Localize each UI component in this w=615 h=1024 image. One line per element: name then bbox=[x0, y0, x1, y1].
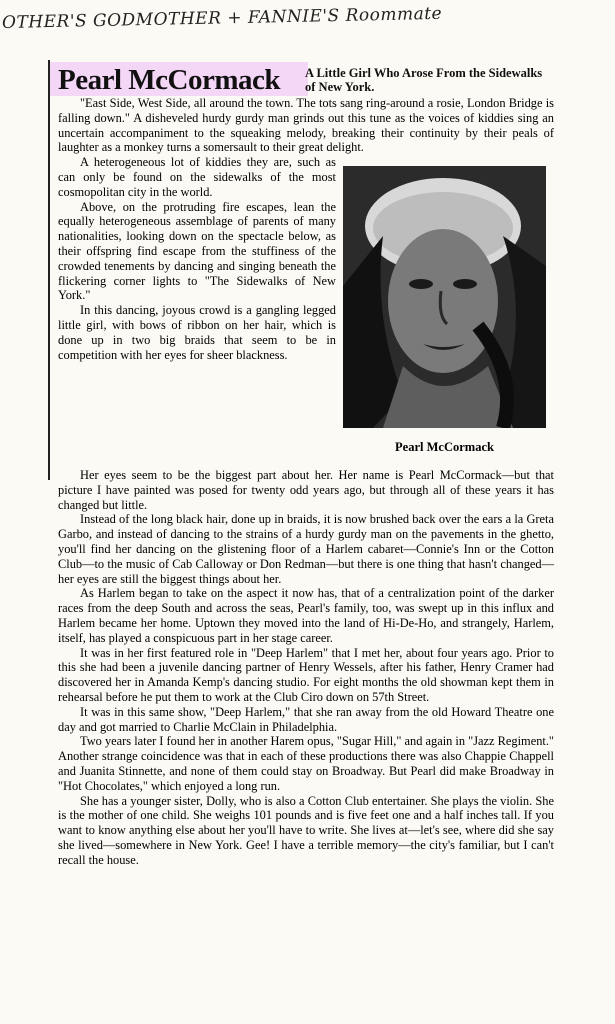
paragraph: It was in this same show, "Deep Harlem," that she ran away from the old Howard Theatre one day and got married to Charlie McClain in Philadelphia. bbox=[58, 704, 554, 734]
column-rule bbox=[48, 60, 50, 480]
paragraph: It was in her first featured role in "Deep Harlem" that I met her, about four years ago. Prior to this she had been a juvenile dancing partner of Henry Wessels, after his father, Henry Cramer had discovered her in Amanda Kemp's dancing studio. For eight months the old showman kept them in rehearsal before he put them to work at the Club Ciro down on 57th Street. bbox=[58, 645, 554, 704]
article-body-wide bbox=[58, 468, 554, 868]
paragraph: Two years later I found her in another Harem opus, "Sugar Hill," and again in "Jazz Regiment." Another strange coincidence was that in each of these productions there was also Chappie Chappell and Juanita Stinnette, and none of them could stay on Broadway. But Pearl did make Broadway in "Hot Chocolates," which enjoyed a long run. bbox=[58, 734, 554, 793]
paragraph: She has a younger sister, Dolly, who is also a Cotton Club entertainer. She plays the violin. She is the mother of one child. She weighs 101 pounds and is five feet one and a half inches tall. If you want to know anything else about her you'll have to write. She lives at—let's see, where did she say she lived—somewhere in New York. Gee! I have a terrible memory—the city's familiar, but I can't recall the house. bbox=[58, 793, 554, 867]
paragraph: "East Side, West Side, all around the town. The tots sang ring-around a rosie, London Bridge is falling down." A disheveled hurdy gurdy man grinds out this tune as the voices of kiddies sing an uncertain accompaniment to the squeaking melody, breaking their continuity by their peals of laughter as a monkey turns a somersault to their great delight. bbox=[58, 96, 554, 155]
paragraph: In this dancing, joyous crowd is a gangling legged little girl, with bows of ribbon on her hair, which is done up in two big braids that seem to be in competition with her eyes for sheer blackness. bbox=[58, 303, 336, 362]
photo-caption: Pearl McCormack bbox=[395, 440, 494, 454]
paragraph: Her eyes seem to be the biggest part about her. Her name is Pearl McCormack—but that picture I have painted was posed for twenty odd years ago, but through all of these years it has changed but little. bbox=[58, 468, 554, 512]
paragraph: Instead of the long black hair, done up in braids, it is now brushed back over the ears a la Greta Garbo, and instead of dancing to the strains of a hurdy gurdy man on the pavements in the ghetto, you'll find her dancing on the glistening floor of a Harlem cabaret—Connie's Inn or the Cotton Club—to the music of Cab Calloway or Don Redman—but there is one thing that hasn't changed—her eyes are still the biggest things about her. bbox=[58, 512, 554, 586]
article-body-narrow bbox=[58, 96, 554, 362]
paragraph: A heterogeneous lot of kiddies they are, such as can only be found on the sidewalks of the most cosmopolitan city in the world. bbox=[58, 155, 336, 199]
handwritten-note: OTHER'S GODMOTHER + FANNIE'S Roommate bbox=[1, 3, 443, 34]
portrait-image bbox=[343, 166, 546, 428]
portrait-photo bbox=[343, 166, 546, 428]
paragraph: Above, on the protruding fire escapes, lean the equally heterogeneous assemblage of parents of many nationalities, looking down on the spectacle below, as their offspring find escape from the stuffiness of the crowded tenements by dancing and singing beneath the flickering corner lights to "The Sidewalks of New York." bbox=[58, 199, 336, 303]
paragraph: As Harlem began to take on the aspect it now has, that of a centralization point of the darker races from the deep South and across the seas, Pearl's family, too, was swept up in this influx and Harlem became her home. Uptown they moved into the land of Hi-De-Ho, and strangely, Harlem, itself, has played a conspicuous part in her stage career. bbox=[58, 586, 554, 645]
article-subheadline: A Little Girl Who Arose From the Sidewalks of New York. bbox=[305, 66, 543, 94]
article-headline: Pearl McCormack bbox=[58, 64, 280, 96]
